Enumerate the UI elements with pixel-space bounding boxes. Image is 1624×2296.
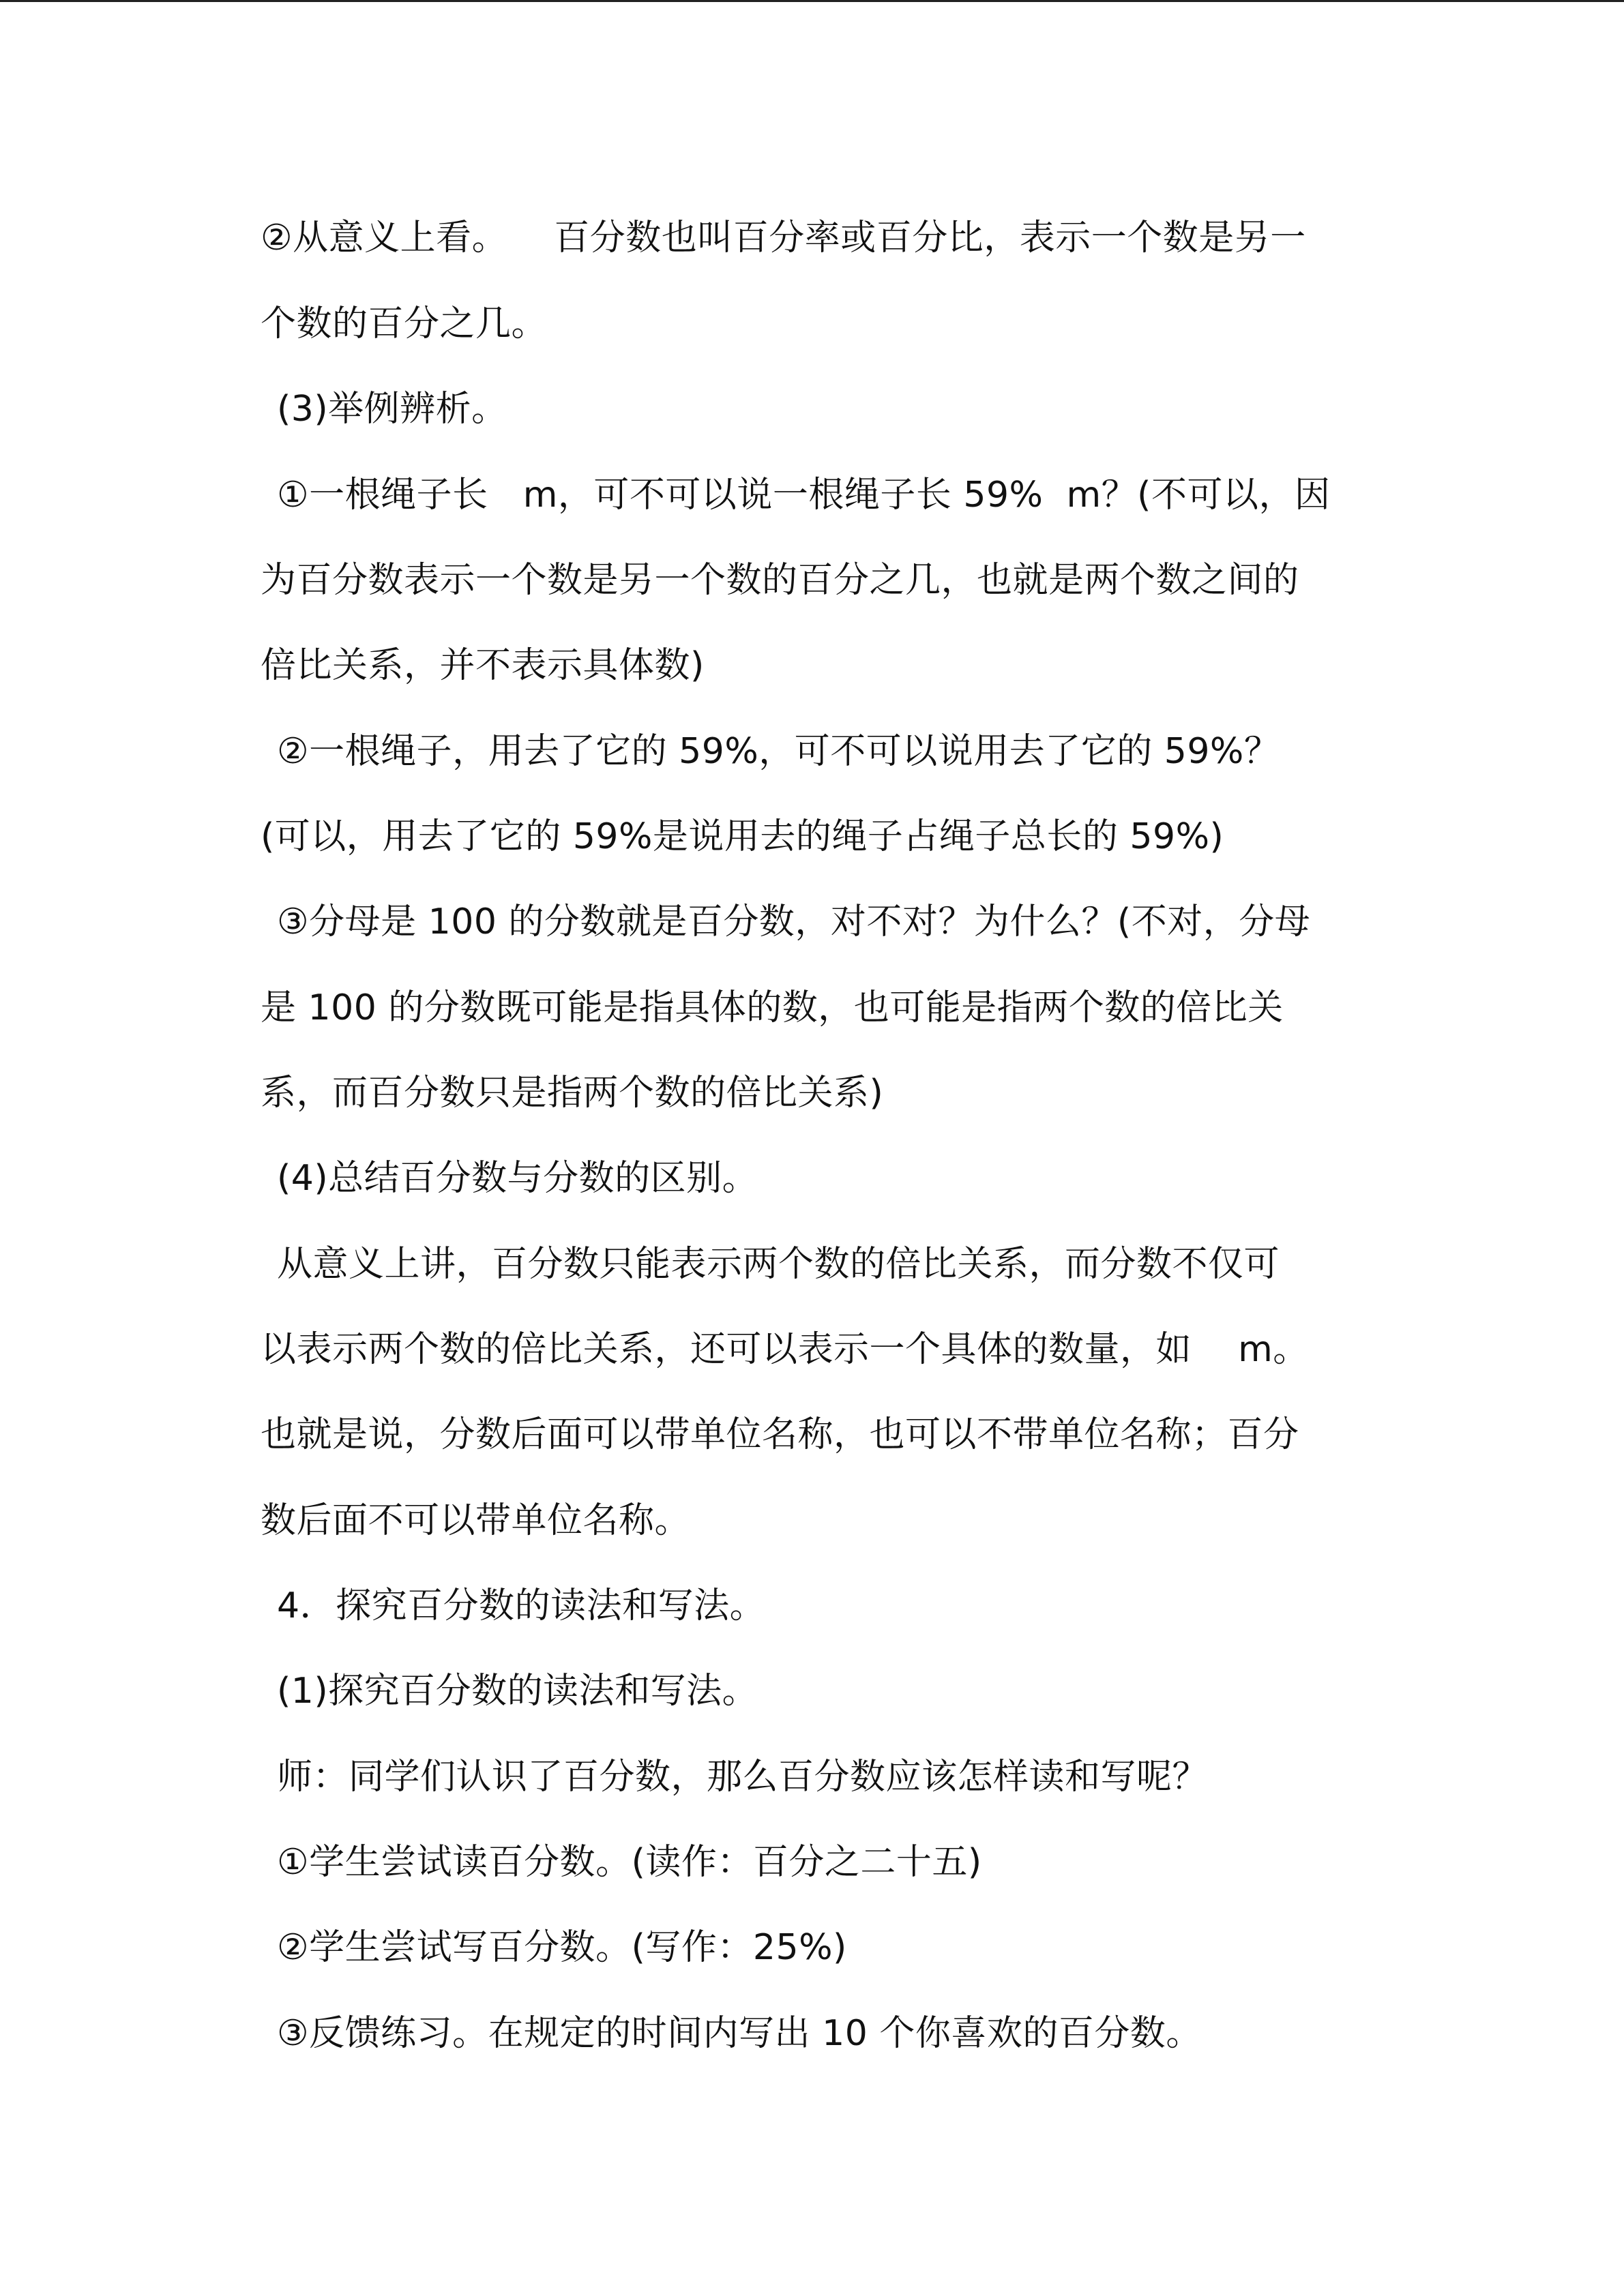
text-line-19: 师：同学们认识了百分数，那么百分数应该怎样读和写呢？ [277, 1757, 1209, 1798]
text-line-15: 也就是说，分数后面可以带单位名称，也可以不带单位名称；百分 [261, 1414, 1299, 1455]
text-line-5: 为百分数表示一个数是另一个数的百分之几，也就是两个数之间的 [261, 560, 1299, 601]
text-line-21: ②学生尝试写百分数。(写作：25%) [277, 1927, 847, 1968]
text-line-14: 以表示两个数的倍比关系，还可以表示一个具体的数量，如 m。 [261, 1329, 1309, 1370]
text-line-12: (4)总结百分数与分数的区别。 [277, 1158, 758, 1199]
text-line-3: (3)举例辨析。 [277, 389, 507, 430]
text-line-16: 数后面不可以带单位名称。 [261, 1500, 691, 1541]
text-line-11: 系，而百分数只是指两个数的倍比关系) [261, 1073, 884, 1114]
text-line-20: ①学生尝试读百分数。(读作：百分之二十五) [277, 1842, 982, 1883]
text-line-7: ②一根绳子，用去了它的 59%，可不可以说用去了它的 59%？ [277, 731, 1280, 772]
text-line-22: ③反馈练习。在规定的时间内写出 10 个你喜欢的百分数。 [277, 2013, 1202, 2054]
text-line-17: 4．探究百分数的读法和写法。 [277, 1585, 766, 1626]
text-line-2: 个数的百分之几。 [261, 303, 548, 344]
text-line-13: 从意义上讲，百分数只能表示两个数的倍比关系，而分数不仅可 [277, 1244, 1280, 1285]
text-line-1: ②从意义上看。 百分数也叫百分率或百分比，表示一个数是另一 [261, 218, 1306, 258]
text-line-4: ①一根绳子长 m，可不可以说一根绳子长 59% m？(不可以，因 [277, 475, 1331, 516]
text-line-6: 倍比关系，并不表示具体数) [261, 645, 705, 686]
text-line-9: ③分母是 100 的分数就是百分数，对不对？为什么？(不对，分母 [277, 901, 1311, 942]
text-line-18: (1)探究百分数的读法和写法。 [277, 1671, 758, 1712]
text-line-10: 是 100 的分数既可能是指具体的数，也可能是指两个数的倍比关 [261, 987, 1284, 1028]
text-line-8: (可以，用去了它的 59%是说用去的绳子占绳子总长的 59%) [261, 816, 1224, 857]
